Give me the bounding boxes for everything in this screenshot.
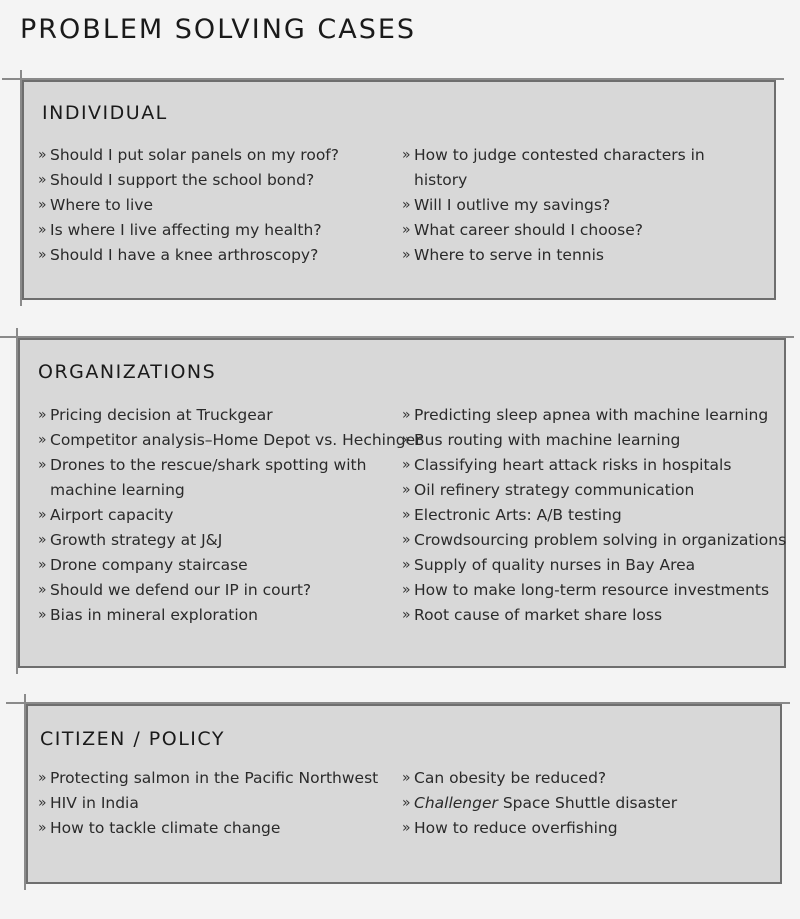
list-item: » Where to live [38, 193, 339, 218]
list-item [38, 453, 422, 503]
list-item: » Should I have a knee arthroscopy? [38, 243, 339, 268]
list-item-continuation: history [414, 171, 468, 189]
individual-left-list [38, 143, 339, 268]
list-item-rest: Space Shuttle disaster [502, 794, 678, 812]
list-item: » Predicting sleep apnea with machine learning [402, 403, 786, 428]
list-item-continuation: machine learning [50, 481, 185, 499]
list-item: » Should I support the school bond? [38, 168, 339, 193]
individual-right-list [402, 143, 705, 268]
list-item: » Competitor analysis–Home Depot vs. Hechinger [38, 428, 422, 453]
page-title: PROBLEM SOLVING CASES [20, 14, 417, 45]
list-item: » What career should I choose? [402, 218, 705, 243]
list-item: » Crowdsourcing problem solving in organizations [402, 528, 786, 553]
list-item: » Is where I live affecting my health? [38, 218, 339, 243]
list-item: » HIV in India [38, 791, 378, 816]
organizations-left-list [38, 403, 422, 628]
list-item: » Drone company staircase [38, 553, 422, 578]
panel-sketch-line [24, 694, 26, 890]
organizations-panel [18, 338, 786, 668]
list-item: » Classifying heart attack risks in hospitals [402, 453, 786, 478]
list-item: » Bus routing with machine learning [402, 428, 786, 453]
section-heading-organizations: ORGANIZATIONS [38, 361, 217, 383]
list-item: » Should we defend our IP in court? [38, 578, 422, 603]
citizen-policy-panel [26, 704, 782, 884]
list-item: » Bias in mineral exploration [38, 603, 422, 628]
list-item: » Supply of quality nurses in Bay Area [402, 553, 786, 578]
organizations-right-list [402, 403, 786, 628]
list-item: » How to reduce overfishing [402, 816, 677, 841]
panel-sketch-line [2, 78, 784, 80]
list-item: » Pricing decision at Truckgear [38, 403, 422, 428]
list-item: » Oil refinery strategy communication [402, 478, 786, 503]
citizen-left-list [38, 766, 378, 841]
list-item: » How to tackle climate change [38, 816, 378, 841]
challenger-italic: Challenger [414, 794, 498, 812]
panel-sketch-line [0, 336, 794, 338]
list-item: » Should I put solar panels on my roof? [38, 143, 339, 168]
panel-sketch-line [6, 702, 790, 704]
list-item: » Growth strategy at J&J [38, 528, 422, 553]
list-item-line: Drones to the rescue/shark spotting with [50, 456, 367, 474]
list-item: » Will I outlive my savings? [402, 193, 705, 218]
section-heading-citizen-policy: CITIZEN / POLICY [40, 728, 225, 750]
list-item: » How to make long-term resource investments [402, 578, 786, 603]
list-item: » Airport capacity [38, 503, 422, 528]
individual-panel [22, 80, 776, 300]
list-item-line: How to judge contested characters in [414, 146, 705, 164]
list-item: » Electronic Arts: A/B testing [402, 503, 786, 528]
section-heading-individual: INDIVIDUAL [42, 102, 168, 124]
list-item [402, 791, 677, 816]
list-item: » Can obesity be reduced? [402, 766, 677, 791]
list-item: » Where to serve in tennis [402, 243, 705, 268]
list-item [402, 143, 705, 193]
panel-sketch-line [16, 328, 18, 674]
list-item: » Root cause of market share loss [402, 603, 786, 628]
list-item: » Protecting salmon in the Pacific Northwest [38, 766, 378, 791]
citizen-right-list [402, 766, 677, 841]
panel-sketch-line [20, 70, 22, 306]
